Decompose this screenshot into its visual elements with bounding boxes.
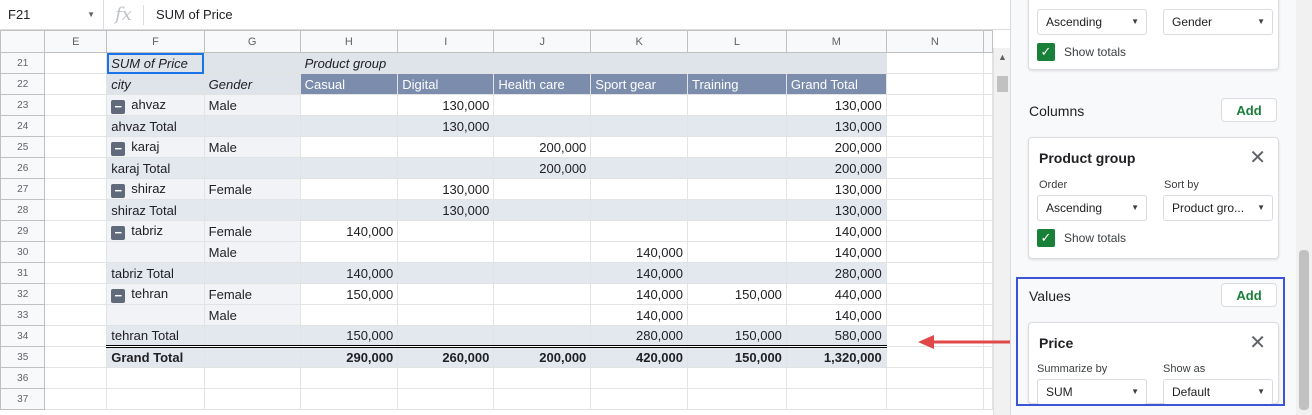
summarize-by-select[interactable]: SUM ▼ <box>1037 379 1147 405</box>
cell[interactable] <box>494 326 591 347</box>
cell[interactable] <box>494 305 591 326</box>
cell[interactable] <box>45 326 107 347</box>
cell[interactable] <box>494 242 591 263</box>
cell[interactable] <box>591 158 688 179</box>
column-header-f[interactable]: F <box>107 31 204 53</box>
cell[interactable] <box>107 137 204 158</box>
cell[interactable]: shiraz Total <box>107 200 204 221</box>
values-section-title: Values <box>1029 288 1071 304</box>
table-row <box>1 116 993 137</box>
cell[interactable] <box>494 53 591 74</box>
cell[interactable] <box>204 53 300 74</box>
table-row <box>1 221 993 242</box>
cell[interactable]: Sport gear <box>591 74 688 95</box>
scrollbar-thumb[interactable] <box>1299 250 1309 410</box>
check-icon[interactable]: ✓ <box>1037 43 1055 61</box>
cell[interactable] <box>398 263 494 284</box>
cell[interactable] <box>398 137 494 158</box>
scrollbar-thumb[interactable] <box>997 76 1008 92</box>
cell[interactable] <box>886 95 983 116</box>
show-as-label: Show as <box>1163 363 1206 375</box>
row-header[interactable]: 28 <box>1 200 45 221</box>
cell[interactable]: 130,000 <box>398 200 494 221</box>
cell[interactable] <box>107 221 204 242</box>
cell[interactable] <box>687 242 786 263</box>
cell[interactable] <box>204 368 300 389</box>
table-row <box>1 74 993 95</box>
cell[interactable]: 150,000 <box>300 326 398 347</box>
cell[interactable] <box>300 200 398 221</box>
add-column-button[interactable]: Add <box>1221 98 1277 122</box>
column-header-extra[interactable] <box>984 31 993 53</box>
cell[interactable] <box>886 242 983 263</box>
cell[interactable] <box>398 305 494 326</box>
cell[interactable]: 140,000 <box>786 305 886 326</box>
cell[interactable] <box>886 284 983 305</box>
chevron-down-icon: ▼ <box>1131 203 1139 212</box>
cell[interactable] <box>107 284 204 305</box>
cell[interactable] <box>886 263 983 284</box>
pivot-editor-panel <box>1010 0 1296 415</box>
cell[interactable] <box>398 221 494 242</box>
column-header-l[interactable]: L <box>687 31 786 53</box>
cell[interactable]: 150,000 <box>687 326 786 347</box>
cell[interactable] <box>494 389 591 410</box>
cell[interactable] <box>984 263 993 284</box>
rows-gender-card <box>1028 0 1279 70</box>
cell[interactable]: 140,000 <box>591 284 688 305</box>
cell[interactable]: 140,000 <box>591 305 688 326</box>
cell[interactable]: 200,000 <box>494 347 591 368</box>
cell[interactable] <box>494 116 591 137</box>
card-title: Product group <box>1039 150 1136 166</box>
cell[interactable] <box>591 389 688 410</box>
scroll-up-icon[interactable]: ▲ <box>998 52 1007 62</box>
row-header[interactable]: 31 <box>1 263 45 284</box>
cell[interactable] <box>984 284 993 305</box>
cell[interactable] <box>984 389 993 410</box>
cell[interactable] <box>494 263 591 284</box>
close-icon[interactable]: ✕ <box>1249 332 1266 354</box>
cell-text: ahvaz <box>131 96 166 112</box>
cell[interactable]: 150,000 <box>687 284 786 305</box>
cell[interactable]: 140,000 <box>786 242 886 263</box>
cell[interactable] <box>786 368 886 389</box>
table-row <box>1 242 993 263</box>
collapse-icon[interactable]: − <box>111 184 125 198</box>
cell[interactable] <box>45 368 107 389</box>
cell[interactable] <box>45 263 107 284</box>
show-totals-checkbox[interactable]: ✓ Show totals <box>1037 43 1126 61</box>
cell[interactable]: 280,000 <box>786 263 886 284</box>
cell[interactable] <box>591 200 688 221</box>
cell[interactable]: 580,000 <box>786 326 886 347</box>
cell[interactable] <box>591 368 688 389</box>
cell[interactable] <box>984 179 993 200</box>
cell[interactable] <box>204 200 300 221</box>
cell[interactable] <box>984 242 993 263</box>
cell[interactable] <box>591 116 688 137</box>
cell[interactable] <box>107 179 204 200</box>
cell[interactable]: Casual <box>300 74 398 95</box>
cell[interactable] <box>687 95 786 116</box>
cell-text: shiraz <box>131 180 166 196</box>
cell[interactable] <box>984 53 993 74</box>
column-header-n[interactable]: N <box>886 31 983 53</box>
cell[interactable]: 200,000 <box>786 137 886 158</box>
row-header[interactable]: 36 <box>1 368 45 389</box>
cell[interactable]: 200,000 <box>494 137 591 158</box>
cell[interactable]: 280,000 <box>591 326 688 347</box>
cell[interactable] <box>886 305 983 326</box>
cell[interactable]: 140,000 <box>300 263 398 284</box>
cell[interactable] <box>494 95 591 116</box>
cell[interactable] <box>107 368 204 389</box>
cell[interactable] <box>45 347 107 368</box>
cell[interactable]: Male <box>204 305 300 326</box>
table-row <box>1 263 993 284</box>
column-header-m[interactable]: M <box>786 31 886 53</box>
collapse-icon[interactable]: − <box>111 226 125 240</box>
cell[interactable] <box>204 116 300 137</box>
cell[interactable]: 200,000 <box>786 158 886 179</box>
cell[interactable] <box>687 368 786 389</box>
chevron-down-icon[interactable]: ▼ <box>87 10 95 19</box>
order-label: Order <box>1039 179 1068 191</box>
sort-by-select[interactable]: Gender ▼ <box>1163 9 1273 35</box>
collapse-icon[interactable]: − <box>111 289 125 303</box>
cell[interactable] <box>398 53 494 74</box>
formula-input[interactable]: SUM of Price <box>156 7 233 22</box>
cell[interactable] <box>398 242 494 263</box>
cell[interactable] <box>45 179 107 200</box>
cell[interactable] <box>45 284 107 305</box>
cell[interactable] <box>45 74 107 95</box>
cell[interactable] <box>204 389 300 410</box>
cell[interactable] <box>687 389 786 410</box>
column-header-k[interactable]: K <box>591 31 688 53</box>
column-header-i[interactable]: I <box>398 31 494 53</box>
row-header[interactable]: 25 <box>1 137 45 158</box>
cell[interactable] <box>984 158 993 179</box>
cell[interactable]: 1,320,000 <box>786 347 886 368</box>
column-header-g[interactable]: G <box>204 31 300 53</box>
cell[interactable] <box>300 116 398 137</box>
cell[interactable]: 140,000 <box>591 242 688 263</box>
cell[interactable] <box>45 221 107 242</box>
cell[interactable]: Female <box>204 221 300 242</box>
cell[interactable] <box>687 263 786 284</box>
cell[interactable]: 140,000 <box>591 263 688 284</box>
cell[interactable]: Health care <box>494 74 591 95</box>
cell[interactable] <box>886 389 983 410</box>
cell[interactable] <box>886 221 983 242</box>
show-as-select[interactable]: Default ▼ <box>1163 379 1273 405</box>
cell[interactable] <box>398 284 494 305</box>
row-header[interactable]: 34 <box>1 326 45 347</box>
cell[interactable] <box>886 179 983 200</box>
column-header-row <box>1 31 993 53</box>
cell[interactable]: Digital <box>398 74 494 95</box>
cell[interactable]: Female <box>204 179 300 200</box>
card-title: Price <box>1039 335 1074 351</box>
cell[interactable] <box>204 326 300 347</box>
cell[interactable] <box>591 179 688 200</box>
cell[interactable] <box>984 137 993 158</box>
cell[interactable]: 290,000 <box>300 347 398 368</box>
table-row <box>1 305 993 326</box>
table-row <box>1 326 993 347</box>
row-header[interactable]: 22 <box>1 74 45 95</box>
cell[interactable] <box>984 95 993 116</box>
price-value-card <box>1028 322 1279 404</box>
cell[interactable]: 260,000 <box>398 347 494 368</box>
summarize-by-label: Summarize by <box>1037 363 1108 375</box>
cell[interactable] <box>300 95 398 116</box>
panel-scrollbar[interactable] <box>1296 0 1312 415</box>
cell[interactable]: SUM of Price <box>107 53 204 74</box>
cell[interactable]: 440,000 <box>786 284 886 305</box>
cell[interactable] <box>984 368 993 389</box>
annotation-arrow-icon <box>918 334 1010 350</box>
collapse-icon[interactable]: − <box>111 142 125 156</box>
cell[interactable] <box>886 158 983 179</box>
cell[interactable] <box>687 137 786 158</box>
cell[interactable] <box>204 347 300 368</box>
row-header[interactable]: 24 <box>1 116 45 137</box>
cell[interactable] <box>45 305 107 326</box>
cell[interactable] <box>687 221 786 242</box>
close-icon[interactable]: ✕ <box>1249 147 1266 169</box>
cell[interactable] <box>886 53 983 74</box>
cell[interactable] <box>591 137 688 158</box>
cell[interactable] <box>45 200 107 221</box>
columns-section-title: Columns <box>1029 103 1085 119</box>
cell-text: tehran <box>131 285 169 301</box>
row-header[interactable]: 37 <box>1 389 45 410</box>
cell[interactable] <box>300 305 398 326</box>
column-header-e[interactable]: E <box>45 31 107 53</box>
cell[interactable] <box>984 200 993 221</box>
cell[interactable] <box>398 158 494 179</box>
cell[interactable] <box>886 368 983 389</box>
cell[interactable] <box>300 242 398 263</box>
table-row <box>1 389 993 410</box>
table-row <box>1 53 993 74</box>
cell[interactable] <box>45 137 107 158</box>
cell[interactable] <box>300 158 398 179</box>
grid-scrollbar[interactable] <box>993 48 1010 415</box>
cell[interactable]: Training <box>687 74 786 95</box>
add-value-button[interactable]: Add <box>1221 283 1277 307</box>
chevron-down-icon: ▼ <box>1257 17 1265 26</box>
table-row <box>1 95 993 116</box>
cell[interactable] <box>398 389 494 410</box>
cell[interactable] <box>398 368 494 389</box>
cell[interactable]: karaj Total <box>107 158 204 179</box>
sheet-table <box>0 30 993 410</box>
cell[interactable] <box>687 200 786 221</box>
cell[interactable] <box>107 305 204 326</box>
cell-text: tabriz <box>131 222 164 238</box>
cell[interactable] <box>494 368 591 389</box>
name-box[interactable] <box>0 0 104 29</box>
order-select[interactable]: Ascending ▼ <box>1037 195 1147 221</box>
cell[interactable] <box>591 95 688 116</box>
cell[interactable] <box>591 53 688 74</box>
cell[interactable]: 130,000 <box>786 95 886 116</box>
cell[interactable] <box>494 179 591 200</box>
cell[interactable] <box>45 95 107 116</box>
table-row <box>1 200 993 221</box>
row-header[interactable]: 35 <box>1 347 45 368</box>
cell[interactable]: 130,000 <box>786 200 886 221</box>
cell[interactable]: tehran Total <box>107 326 204 347</box>
cell[interactable]: Male <box>204 95 300 116</box>
cell[interactable]: 130,000 <box>398 95 494 116</box>
product-group-card <box>1028 137 1279 259</box>
table-row <box>1 137 993 158</box>
chevron-down-icon: ▼ <box>1257 203 1265 212</box>
cell[interactable] <box>494 284 591 305</box>
cell[interactable] <box>886 200 983 221</box>
chevron-down-icon: ▼ <box>1257 387 1265 396</box>
cell[interactable]: Grand Total <box>786 74 886 95</box>
cell[interactable] <box>398 326 494 347</box>
cell[interactable]: ahvaz Total <box>107 116 204 137</box>
cell[interactable]: 140,000 <box>786 221 886 242</box>
chevron-down-icon: ▼ <box>1131 387 1139 396</box>
cell[interactable] <box>687 179 786 200</box>
table-row <box>1 158 993 179</box>
cell[interactable]: 130,000 <box>398 179 494 200</box>
order-select[interactable]: Ascending ▼ <box>1037 9 1147 35</box>
table-row <box>1 284 993 305</box>
cell[interactable] <box>107 242 204 263</box>
table-row <box>1 368 993 389</box>
sort-by-select[interactable]: Product gro... ▼ <box>1163 195 1273 221</box>
cell[interactable]: Product group <box>300 53 398 74</box>
cell[interactable]: 130,000 <box>786 179 886 200</box>
cell[interactable] <box>300 179 398 200</box>
cell[interactable] <box>886 116 983 137</box>
cell[interactable] <box>687 158 786 179</box>
row-header[interactable]: 29 <box>1 221 45 242</box>
cell[interactable] <box>786 53 886 74</box>
cell[interactable] <box>45 116 107 137</box>
cell[interactable] <box>45 389 107 410</box>
cell[interactable]: Male <box>204 242 300 263</box>
row-header[interactable]: 26 <box>1 158 45 179</box>
collapse-icon[interactable]: − <box>111 100 125 114</box>
cell[interactable] <box>786 389 886 410</box>
cell[interactable] <box>300 137 398 158</box>
row-header[interactable]: 21 <box>1 53 45 74</box>
cell[interactable] <box>45 242 107 263</box>
cell[interactable] <box>494 200 591 221</box>
cell[interactable]: 130,000 <box>398 116 494 137</box>
cell[interactable]: 150,000 <box>300 284 398 305</box>
cell[interactable]: Grand Total <box>107 347 204 368</box>
cell[interactable] <box>494 221 591 242</box>
cell-text: karaj <box>131 138 160 154</box>
chevron-down-icon: ▼ <box>1131 17 1139 26</box>
cell[interactable] <box>984 305 993 326</box>
cell[interactable] <box>886 74 983 95</box>
cell[interactable] <box>687 305 786 326</box>
row-header[interactable]: 30 <box>1 242 45 263</box>
spreadsheet-grid <box>0 30 993 415</box>
sort-by-label: Sort by <box>1164 179 1199 191</box>
formula-bar <box>0 0 1010 30</box>
cell[interactable]: 150,000 <box>687 347 786 368</box>
cell[interactable]: 140,000 <box>300 221 398 242</box>
cell[interactable]: tabriz Total <box>107 263 204 284</box>
cell[interactable] <box>984 221 993 242</box>
cell[interactable]: Gender <box>204 74 300 95</box>
cell[interactable] <box>45 53 107 74</box>
cell[interactable]: 420,000 <box>591 347 688 368</box>
row-header[interactable]: 32 <box>1 284 45 305</box>
row-header[interactable]: 23 <box>1 95 45 116</box>
cell[interactable] <box>687 116 786 137</box>
cell[interactable] <box>300 389 398 410</box>
cell[interactable] <box>984 74 993 95</box>
row-header[interactable]: 33 <box>1 305 45 326</box>
check-icon[interactable]: ✓ <box>1037 229 1055 247</box>
fx-icon: fx <box>104 5 144 25</box>
column-header-j[interactable]: J <box>494 31 591 53</box>
cell[interactable] <box>886 137 983 158</box>
select-all-corner[interactable] <box>1 31 45 53</box>
cell[interactable]: Male <box>204 137 300 158</box>
cell[interactable] <box>204 158 300 179</box>
table-row <box>1 347 993 368</box>
cell[interactable] <box>107 389 204 410</box>
cell[interactable]: 130,000 <box>786 116 886 137</box>
cell[interactable] <box>687 53 786 74</box>
cell[interactable] <box>45 158 107 179</box>
cell[interactable]: 200,000 <box>494 158 591 179</box>
column-header-h[interactable]: H <box>300 31 398 53</box>
cell-reference: F21 <box>8 7 31 22</box>
cell[interactable] <box>591 221 688 242</box>
cell[interactable] <box>984 116 993 137</box>
show-totals-checkbox[interactable]: ✓ Show totals <box>1037 229 1126 247</box>
cell[interactable] <box>107 95 204 116</box>
cell[interactable] <box>204 263 300 284</box>
cell[interactable] <box>300 368 398 389</box>
table-row <box>1 179 993 200</box>
cell[interactable]: city <box>107 74 204 95</box>
row-header[interactable]: 27 <box>1 179 45 200</box>
cell[interactable]: Female <box>204 284 300 305</box>
